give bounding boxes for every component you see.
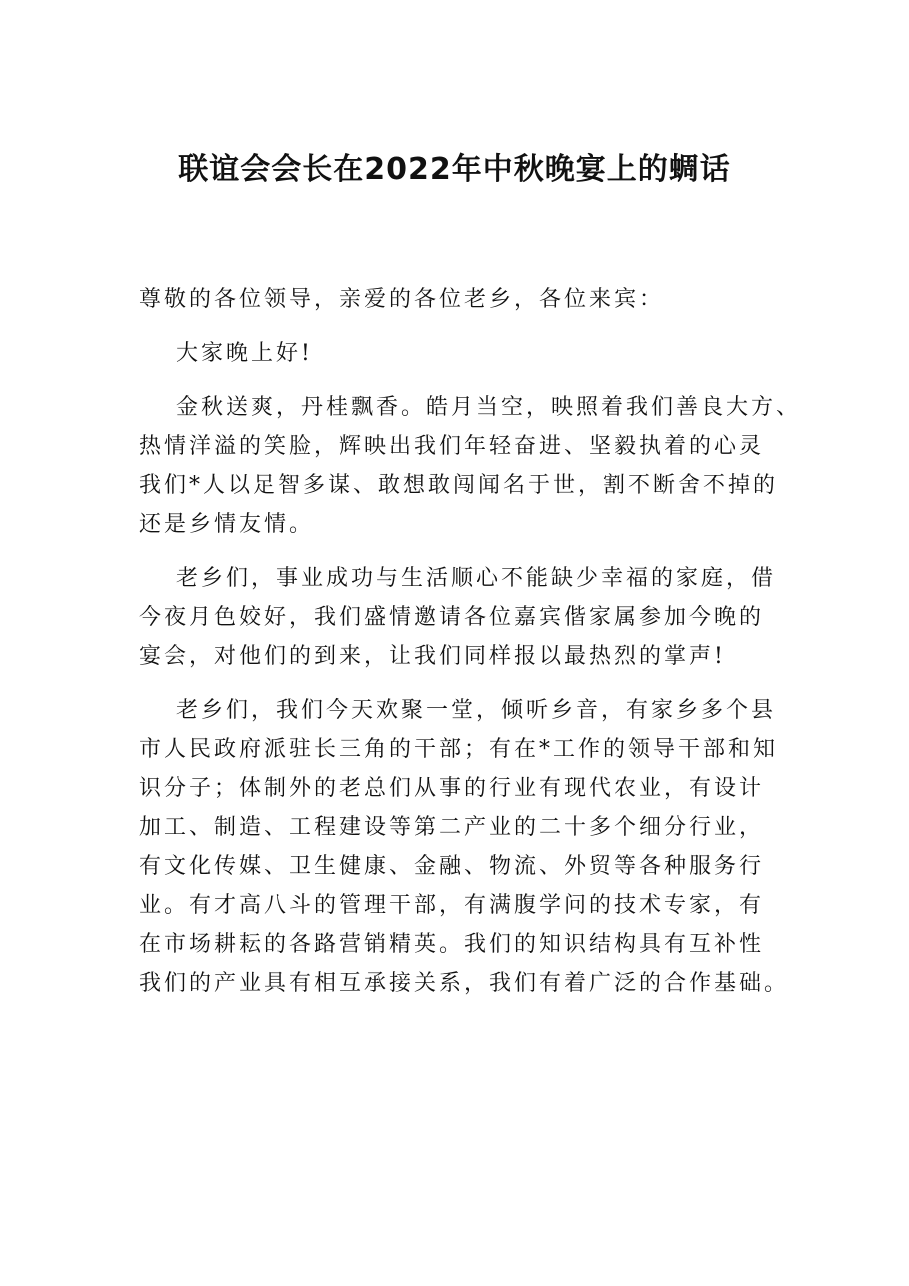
paragraph [139, 559, 779, 676]
paragraph-line: 大家晚上好! [176, 341, 313, 366]
document-body [139, 280, 802, 1018]
document-title: 联谊会会长在2022年中秋晚宴上的蜩话 [178, 152, 731, 187]
paragraph-line: 加工、制造、工程建设等第二产业的二十多个细分行业， [139, 815, 765, 840]
paragraph-line: 我们的产业具有相互承接关系，我们有着广泛的合作基础。 [139, 971, 790, 996]
paragraph-line: 老乡们，事业成功与生活顺心不能缺少幸福的家庭，借 [176, 566, 777, 591]
paragraph-line: 热情洋溢的笑脸，辉映出我们年轻奋进、坚毅执着的心灵 [139, 434, 765, 459]
paragraph-line: 有文化传媒、卫生健康、金融、物流、外贸等各种服务行 [139, 854, 765, 879]
paragraph-line: 今夜月色姣好，我们盛情邀请各位嘉宾偕家属参加今晚的 [139, 605, 765, 630]
paragraph-line: 金秋送爽，丹桂飘香。皓月当空，映照着我们善良大方、 [176, 395, 802, 420]
paragraph-line: 业。有才高八斗的管理干部，有满腹学问的技术专家，有 [139, 893, 765, 918]
paragraph-line: 还是乡情友情。 [139, 512, 315, 537]
paragraph-line: 在市场耕耘的各路营销精英。我们的知识结构具有互补性 [139, 932, 765, 957]
paragraph-line: 尊敬的各位领导，亲爱的各位老乡，各位来宾： [139, 287, 665, 312]
paragraph [139, 388, 802, 544]
paragraph-line: 宴会，对他们的到来，让我们同样报以最热烈的掌声! [139, 644, 726, 669]
paragraph-line: 市人民政府派驻长三角的干部；有在*工作的领导干部和知 [139, 737, 779, 762]
paragraph-line: 我们*人以足智多谋、敢想敢闯闻名于世，割不断舍不掉的 [139, 473, 779, 498]
paragraph [139, 334, 779, 373]
paragraph [139, 280, 779, 319]
paragraph [139, 691, 790, 1003]
paragraph-line: 老乡们，我们今天欢聚一堂，倾听乡音，有家乡多个县 [176, 698, 777, 723]
paragraph-line: 识分子；体制外的老总们从事的行业有现代农业，有设计 [139, 776, 765, 801]
